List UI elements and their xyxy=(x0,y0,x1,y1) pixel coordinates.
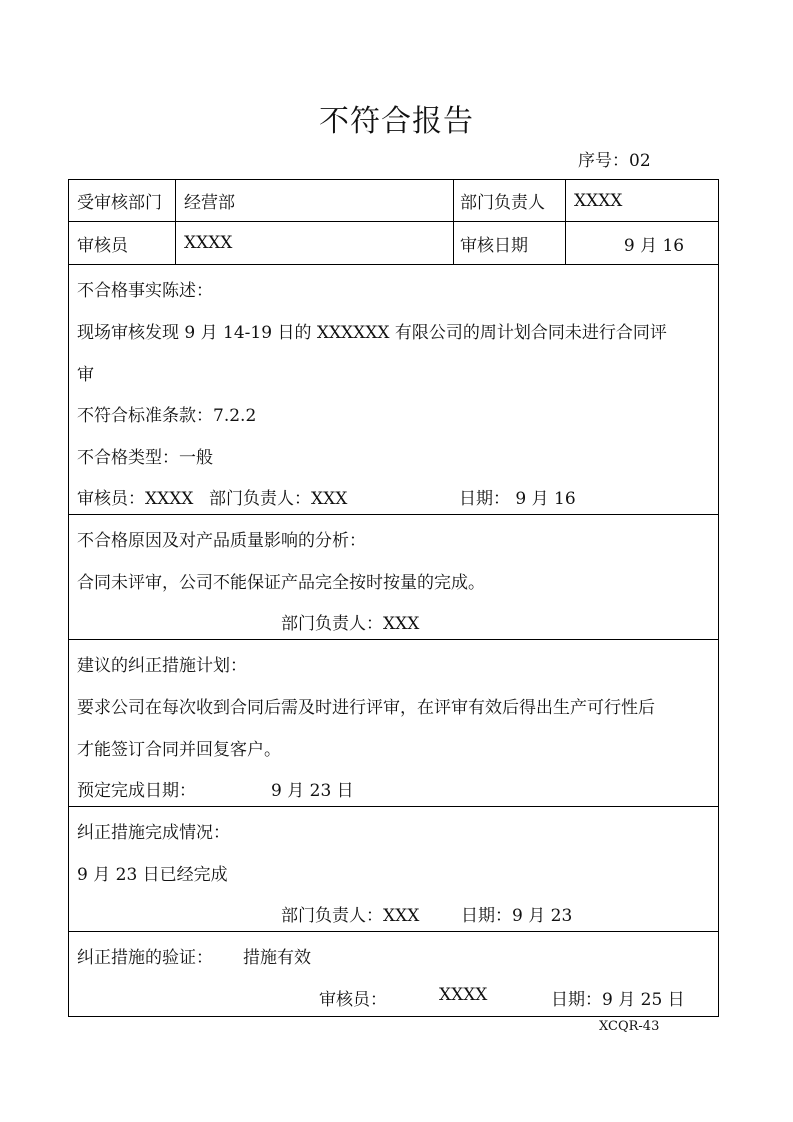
info-row-department xyxy=(69,180,718,222)
facts-type: 不合格类型：一般 xyxy=(77,448,213,468)
completion-sign-dept-head: 部门负责人：XXX xyxy=(281,906,420,926)
audit-date-label: 审核日期 xyxy=(454,222,566,264)
verification-result: 措施有效 xyxy=(243,948,311,968)
section-completion-status xyxy=(69,807,718,932)
facts-sign-date: 日期： 9 月 16 xyxy=(459,489,576,509)
dept-label: 受审核部门 xyxy=(69,180,176,221)
dept-value: 经营部 xyxy=(176,180,454,221)
audit-date-value: 9 月 16 xyxy=(623,235,685,256)
form-code: XCQR-43 xyxy=(599,1019,660,1034)
facts-sign-auditor: 审核员：XXXX xyxy=(77,489,194,509)
analysis-text: 合同未评审，公司不能保证产品完全按时按量的完成。 xyxy=(77,573,485,593)
auditor-value: XXXX xyxy=(176,222,454,264)
completion-sign-date: 日期：9 月 23 xyxy=(461,906,573,926)
plan-text-line2: 才能签订合同并回复客户。 xyxy=(77,740,281,760)
serial-number: 序号：02 xyxy=(578,151,651,171)
section-nonconformity-facts xyxy=(69,265,718,515)
plan-due-value: 9 月 23 日 xyxy=(271,781,354,801)
section-verification xyxy=(69,932,718,1016)
section-corrective-plan xyxy=(69,640,718,807)
dept-head-value: XXXX xyxy=(574,190,623,211)
facts-sign-dept-head: 部门负责人：XXX xyxy=(209,489,348,509)
verification-heading: 纠正措施的验证： xyxy=(77,948,213,968)
plan-text-line1: 要求公司在每次收到合同后需及时进行评审，在评审有效后得出生产可行性后 xyxy=(77,698,655,718)
facts-description-line2: 审 xyxy=(77,365,94,385)
facts-description-line1: 现场审核发现 9 月 14-19 日的 XXXXXX 有限公司的周计划合同未进行合同评 xyxy=(77,323,667,343)
analysis-heading: 不合格原因及对产品质量影响的分析： xyxy=(77,531,366,551)
analysis-sign-dept-head: 部门负责人：XXX xyxy=(281,614,420,634)
dept-head-label: 部门负责人 xyxy=(454,180,566,221)
plan-heading: 建议的纠正措施计划： xyxy=(77,656,247,676)
info-row-auditor xyxy=(69,222,718,265)
verification-auditor-label: 审核员： xyxy=(319,990,387,1010)
completion-heading: 纠正措施完成情况： xyxy=(77,823,230,843)
plan-due-label: 预定完成日期： xyxy=(77,781,196,801)
facts-heading: 不合格事实陈述： xyxy=(77,281,213,301)
report-title: 不符合报告 xyxy=(319,104,474,139)
section-cause-analysis xyxy=(69,515,718,640)
verification-sign-date: 日期：9 月 25 日 xyxy=(551,990,685,1010)
completion-text: 9 月 23 日已经完成 xyxy=(77,865,228,885)
auditor-label: 审核员 xyxy=(69,222,176,264)
facts-standard-clause: 不符合标准条款：7.2.2 xyxy=(77,406,257,426)
verification-auditor-value: XXXX xyxy=(439,985,488,1005)
report-form xyxy=(68,179,719,1017)
